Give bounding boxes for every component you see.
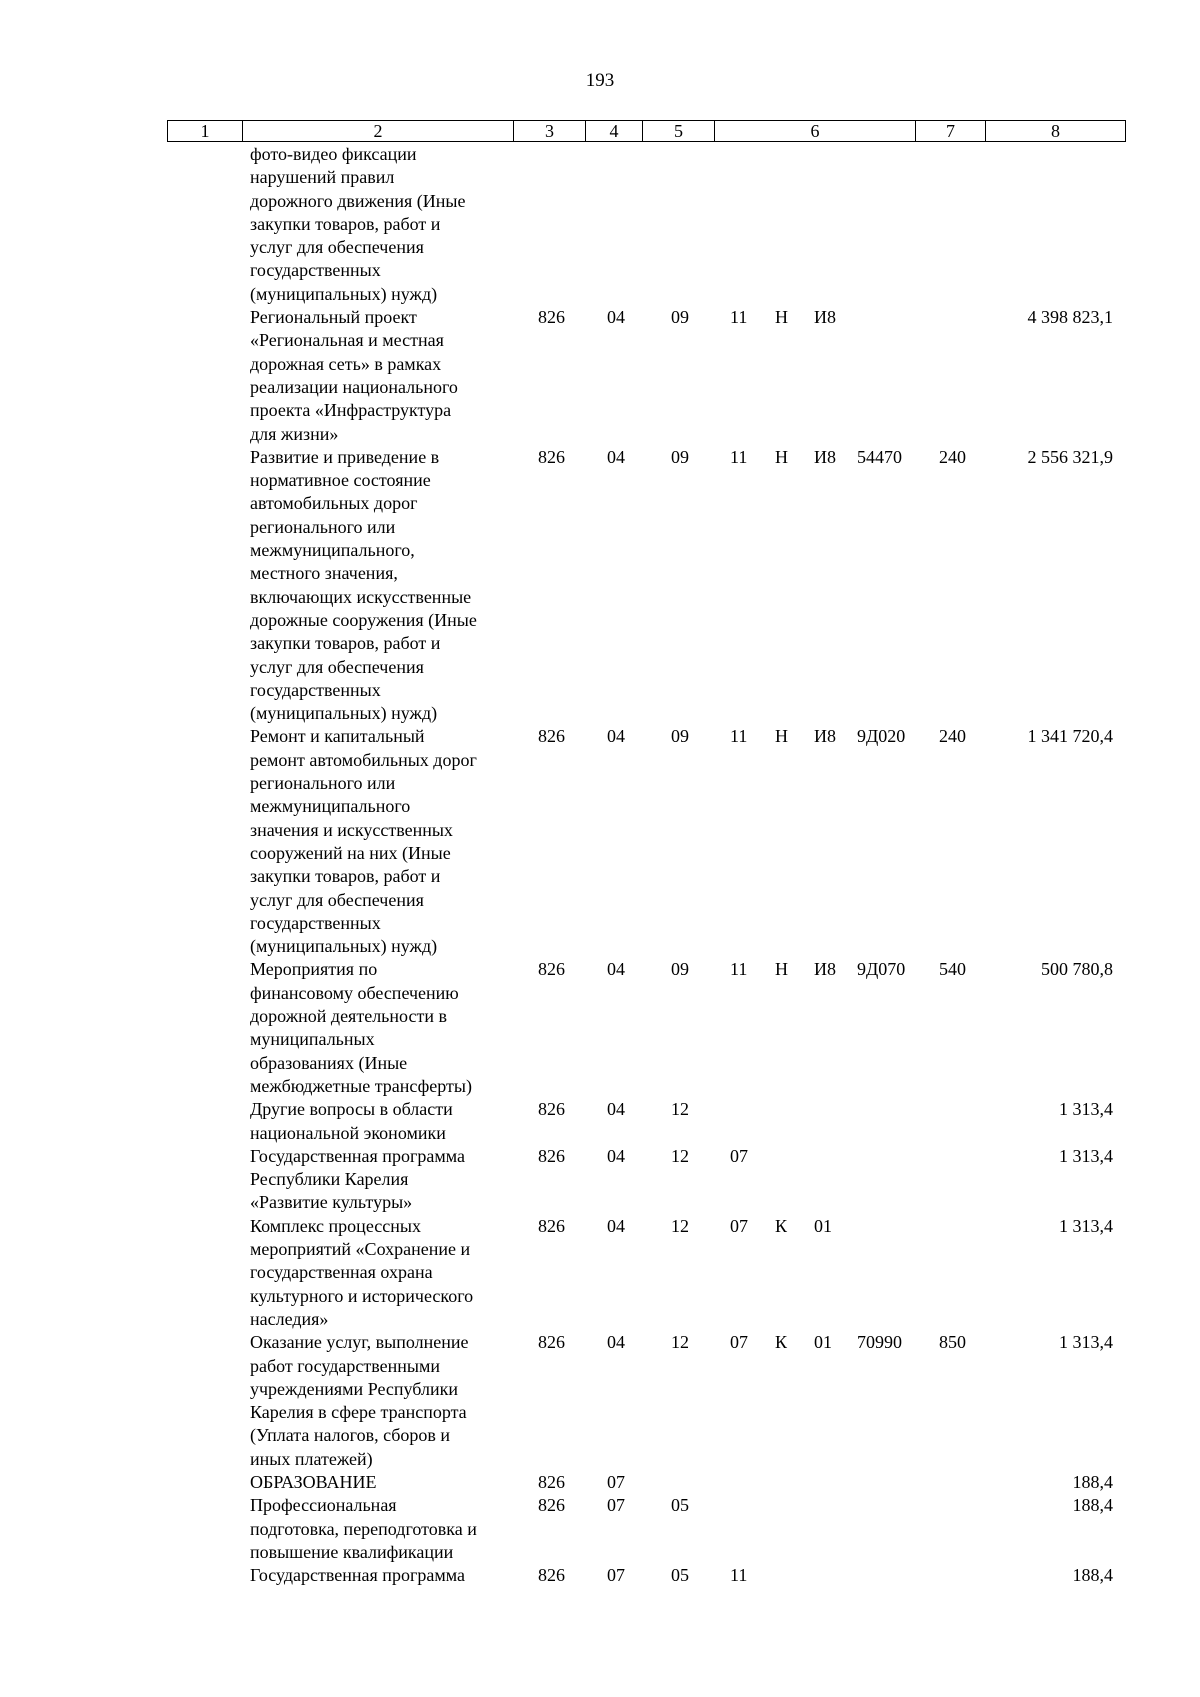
cell-c8: 4 398 823,1 xyxy=(1027,307,1113,328)
cell-c4: 04 xyxy=(607,446,625,467)
cell-c5: 09 xyxy=(671,446,689,467)
cell-c6b: К xyxy=(775,1332,788,1353)
row-name: фото-видео фиксации нарушений правил дорожного движения (Иные закупки товаров, работ и услуг для обеспечения государственных (муниципальных) нужд) xyxy=(250,144,466,304)
cell-c3: 826 xyxy=(538,1332,565,1353)
cell-c3: 826 xyxy=(538,1099,565,1120)
cell-c6a: 07 xyxy=(730,1332,748,1353)
cell-c5: 09 xyxy=(671,959,689,980)
cell-c8: 1 313,4 xyxy=(1059,1332,1113,1353)
cell-c3: 826 xyxy=(538,726,565,747)
table-row xyxy=(0,306,1200,446)
row-name: Региональный проект «Региональная и местная дорожная сеть» в рамках реализации национального проекта «Инфраструктура для жизни» xyxy=(250,307,458,444)
cell-c6c: 01 xyxy=(814,1332,832,1353)
table-header xyxy=(167,120,1126,142)
cell-c3: 826 xyxy=(538,1215,565,1236)
header-cell-7: 7 xyxy=(916,121,986,141)
cell-c6c: И8 xyxy=(814,307,836,328)
cell-c5: 09 xyxy=(671,726,689,747)
table-row xyxy=(0,1494,1200,1564)
cell-c3: 826 xyxy=(538,1565,565,1586)
header-cell-3: 3 xyxy=(514,121,586,141)
cell-c8: 1 313,4 xyxy=(1059,1145,1113,1166)
cell-c4: 04 xyxy=(607,1099,625,1120)
cell-c6b: Н xyxy=(775,726,788,747)
table-row xyxy=(0,725,1200,958)
cell-c6c: И8 xyxy=(814,726,836,747)
cell-c3: 826 xyxy=(538,1472,565,1493)
cell-c6b: Н xyxy=(775,446,788,467)
cell-c6a: 07 xyxy=(730,1145,748,1166)
table-row xyxy=(0,143,1200,306)
header-cell-4: 4 xyxy=(586,121,643,141)
cell-c6c: И8 xyxy=(814,446,836,467)
cell-c7: 850 xyxy=(939,1332,966,1353)
cell-c7: 240 xyxy=(939,446,966,467)
cell-c4: 07 xyxy=(607,1472,625,1493)
cell-c5: 12 xyxy=(671,1145,689,1166)
cell-c4: 04 xyxy=(607,1332,625,1353)
table-row xyxy=(0,958,1200,1098)
row-name: Государственная программа Республики Карелия «Развитие культуры» xyxy=(250,1145,465,1213)
cell-c8: 188,4 xyxy=(1072,1495,1113,1516)
cell-c4: 04 xyxy=(607,1215,625,1236)
table-row xyxy=(0,1145,1200,1215)
cell-c6d: 9Д020 xyxy=(857,726,906,747)
cell-c7: 240 xyxy=(939,726,966,747)
header-cell-6: 6 xyxy=(715,121,916,141)
table-row xyxy=(0,446,1200,726)
cell-c6a: 11 xyxy=(730,726,748,747)
table-row xyxy=(0,1215,1200,1332)
row-name: ОБРАЗОВАНИЕ xyxy=(250,1472,377,1493)
cell-c4: 04 xyxy=(607,307,625,328)
cell-c5: 12 xyxy=(671,1099,689,1120)
cell-c8: 2 556 321,9 xyxy=(1027,446,1113,467)
cell-c6a: 11 xyxy=(730,446,748,467)
cell-c5: 05 xyxy=(671,1495,689,1516)
cell-c6b: Н xyxy=(775,959,788,980)
cell-c4: 07 xyxy=(607,1495,625,1516)
row-name: Оказание услуг, выполнение работ государственными учреждениями Республики Карелия в сфере транспорта (Уплата налогов, сборов и иных платежей) xyxy=(250,1332,469,1469)
cell-c3: 826 xyxy=(538,307,565,328)
cell-c6d: 9Д070 xyxy=(857,959,906,980)
cell-c6a: 07 xyxy=(730,1215,748,1236)
cell-c6d: 70990 xyxy=(857,1332,902,1353)
cell-c5: 12 xyxy=(671,1332,689,1353)
row-name: Комплекс процессных мероприятий «Сохранение и государственная охрана культурного и исторического наследия» xyxy=(250,1215,474,1329)
row-name: Другие вопросы в области национальной экономики xyxy=(250,1099,453,1143)
row-name: Ремонт и капитальный ремонт автомобильных дорог регионального или межмуниципального значения и искусственных сооружений на них (Иные закупки товаров, работ и услуг для обеспечения государственных (муниципальных) нужд) xyxy=(250,726,477,957)
table-body xyxy=(0,143,1200,1588)
row-name: Профессиональная подготовка, переподготовка и повышение квалификации xyxy=(250,1495,477,1562)
row-name: Мероприятия по финансовому обеспечению дорожной деятельности в муниципальных образованиях (Иные межбюджетные трансферты) xyxy=(250,959,472,1096)
cell-c3: 826 xyxy=(538,446,565,467)
cell-c8: 188,4 xyxy=(1072,1565,1113,1586)
cell-c8: 500 780,8 xyxy=(1041,959,1113,980)
cell-c6c: 01 xyxy=(814,1215,832,1236)
table-row xyxy=(0,1331,1200,1471)
cell-c4: 04 xyxy=(607,1145,625,1166)
header-cell-8: 8 xyxy=(1051,121,1060,141)
cell-c5: 09 xyxy=(671,307,689,328)
cell-c8: 188,4 xyxy=(1072,1472,1113,1493)
cell-c5: 12 xyxy=(671,1215,689,1236)
header-cell-2: 2 xyxy=(243,121,514,141)
table-row xyxy=(0,1564,1200,1587)
cell-c8: 1 341 720,4 xyxy=(1027,726,1113,747)
cell-c4: 07 xyxy=(607,1565,625,1586)
cell-c6b: К xyxy=(775,1215,788,1236)
cell-c4: 04 xyxy=(607,726,625,747)
table-row xyxy=(0,1098,1200,1145)
cell-c6d: 54470 xyxy=(857,446,902,467)
header-cell-5: 5 xyxy=(643,121,715,141)
cell-c4: 04 xyxy=(607,959,625,980)
cell-c5: 05 xyxy=(671,1565,689,1586)
cell-c8: 1 313,4 xyxy=(1059,1215,1113,1236)
cell-c6c: И8 xyxy=(814,959,836,980)
cell-c3: 826 xyxy=(538,959,565,980)
cell-c7: 540 xyxy=(939,959,966,980)
cell-c3: 826 xyxy=(538,1495,565,1516)
cell-c3: 826 xyxy=(538,1145,565,1166)
cell-c6a: 11 xyxy=(730,959,748,980)
row-name: Государственная программа xyxy=(250,1565,465,1586)
header-cell-1: 1 xyxy=(168,121,243,141)
cell-c6b: Н xyxy=(775,307,788,328)
page-number: 193 xyxy=(585,70,615,91)
cell-c8: 1 313,4 xyxy=(1059,1099,1113,1120)
cell-c6a: 11 xyxy=(730,1565,748,1586)
table-row xyxy=(0,1471,1200,1494)
row-name: Развитие и приведение в нормативное состояние автомобильных дорог регионального или межмуниципального, местного значения, включающих искусственные дорожные сооружения (Иные закупки товаров, работ и услуг для обеспечения государственных (муниципальных) нужд) xyxy=(250,446,477,724)
cell-c6a: 11 xyxy=(730,307,748,328)
